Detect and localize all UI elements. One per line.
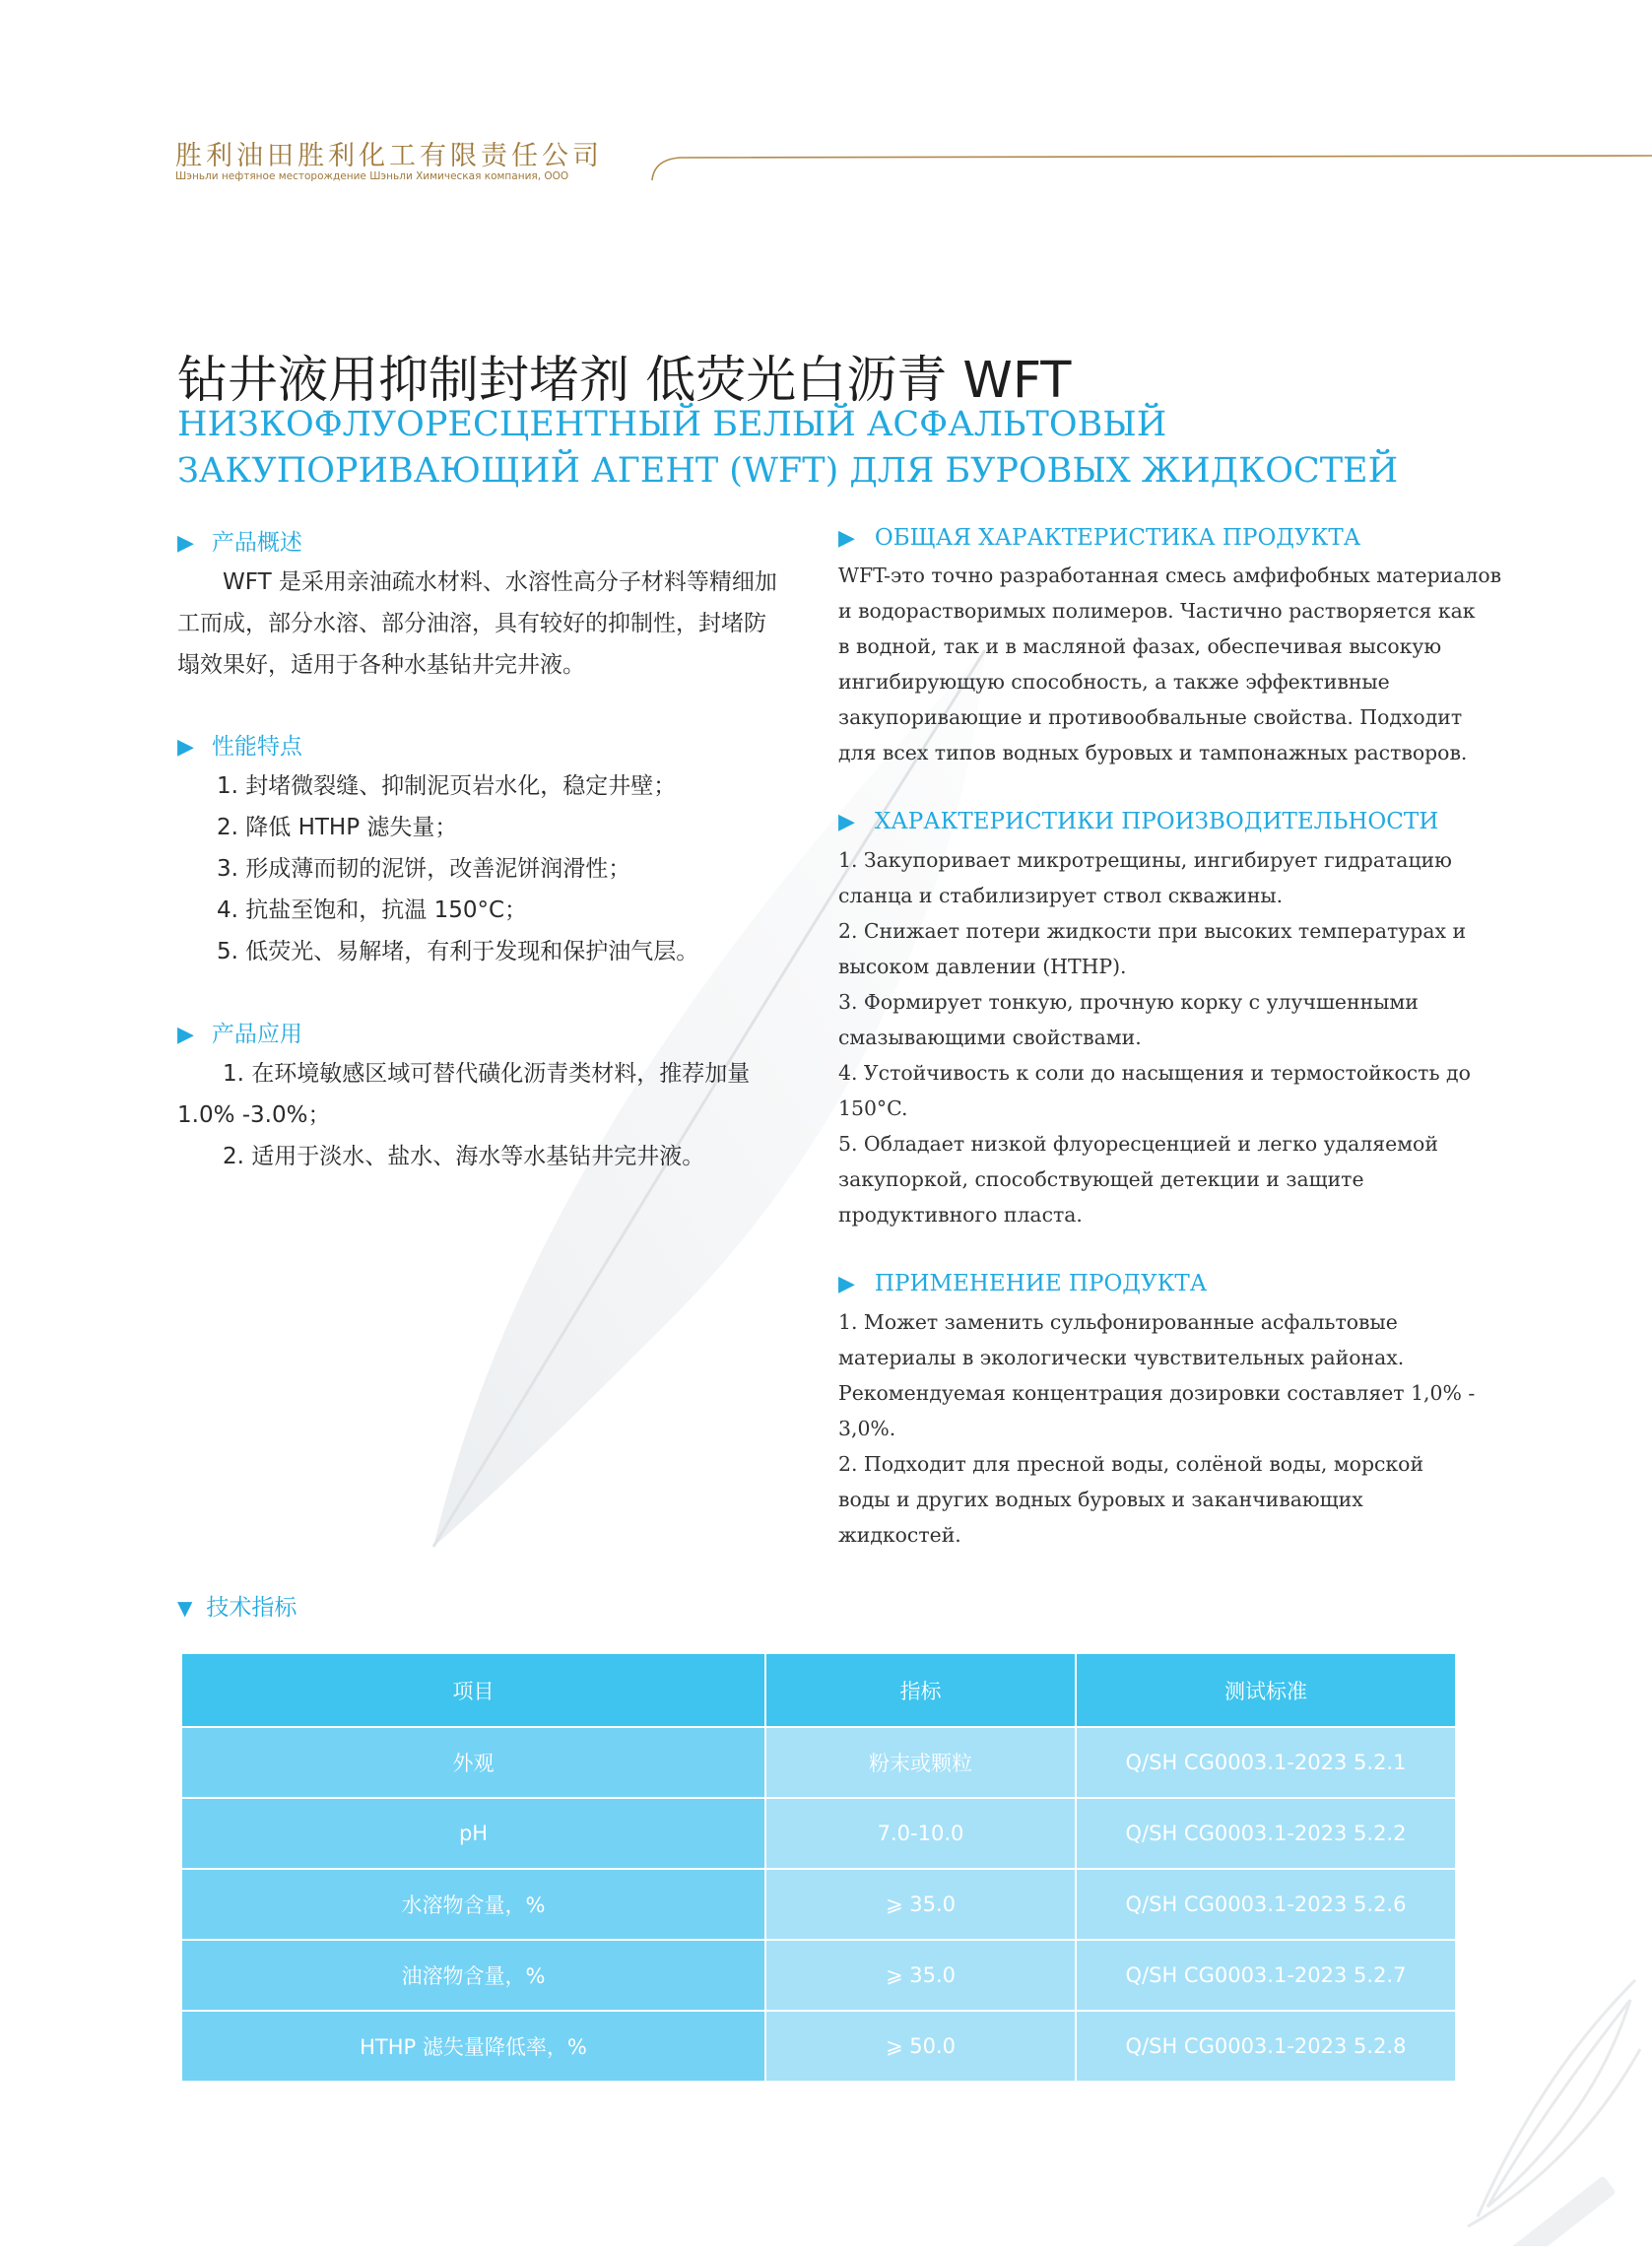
triangle-right-icon: ▶	[838, 526, 855, 551]
ru-overview-line: WFT-это точно разработанная смесь амфифобных материалов	[838, 564, 1502, 587]
cn-overview-line: WFT 是采用亲油疏水材料、水溶性高分子材料等精细加	[177, 569, 777, 595]
ru-overview-line: для всех типов водных буровых и тампонажных растворов.	[838, 741, 1468, 764]
cn-application-line: 1.0% -3.0%；	[177, 1102, 331, 1128]
column-header-value: 指标	[765, 1653, 1076, 1727]
ru-application-line: жидкостей.	[838, 1523, 961, 1547]
company-logo-watermark-icon	[1458, 1960, 1645, 2246]
ru-performance-line: 2. Снижает потери жидкости при высоких температурах и	[838, 919, 1467, 943]
cn-overview-line: 塌效果好，适用于各种水基钻井完井液。	[177, 652, 585, 678]
triangle-down-icon: ▼	[177, 1596, 193, 1620]
list-item: 2. 降低 HTHP 滤失量；	[217, 815, 458, 840]
ru-application-line: 1. Может заменить сульфонированные асфальтовые	[838, 1310, 1398, 1334]
triangle-right-icon: ▶	[177, 531, 194, 556]
triangle-right-icon: ▶	[177, 735, 194, 760]
ru-performance-line: 1. Закупоривает микротрещины, ингибирует гидратацию	[838, 848, 1452, 872]
cn-overview-body	[177, 562, 808, 686]
table-cell-item: pH	[181, 1798, 765, 1869]
table-cell-item: 油溶物含量，%	[181, 1940, 765, 2011]
cn-features-list	[217, 765, 827, 972]
cn-overview-line: 工而成，部分水溶、部分油溶，具有较好的抑制性，封堵防	[177, 611, 766, 636]
cn-application-heading	[177, 1016, 302, 1048]
cn-features-heading-text: 性能特点	[211, 734, 302, 760]
ru-performance-line: сланца и стабилизирует ствол скважины.	[838, 884, 1284, 907]
cn-features-heading	[177, 728, 302, 761]
table-cell-item: 水溶物含量，%	[181, 1869, 765, 1940]
specs-heading-text: 技术指标	[206, 1595, 297, 1621]
ru-performance-body	[838, 842, 1652, 1232]
table-cell-standard: Q/SH CG0003.1-2023 5.2.7	[1076, 1940, 1456, 2011]
ru-application-line: Рекомендуемая концентрация дозировки составляет 1,0% -	[838, 1381, 1476, 1405]
cn-overview-heading	[177, 524, 302, 557]
table-cell-standard: Q/SH CG0003.1-2023 5.2.1	[1076, 1727, 1456, 1798]
ru-performance-heading	[838, 809, 1438, 834]
table-cell-item: HTHP 滤失量降低率，%	[181, 2011, 765, 2082]
ru-performance-line: смазывающими свойствами.	[838, 1026, 1142, 1049]
ru-performance-line: 150°C.	[838, 1096, 908, 1120]
cn-application-heading-text: 产品应用	[211, 1022, 302, 1047]
column-header-item: 项目	[181, 1653, 765, 1727]
table-cell-standard: Q/SH CG0003.1-2023 5.2.2	[1076, 1798, 1456, 1869]
cn-overview-heading-text: 产品概述	[211, 530, 302, 556]
ru-application-body	[838, 1304, 1652, 1553]
table-row	[181, 1798, 1456, 1869]
triangle-right-icon: ▶	[838, 1272, 855, 1296]
ru-overview-line: закупоривающие и противообвальные свойства. Подходит	[838, 705, 1463, 729]
page-title-ru	[177, 402, 1398, 495]
header-divider-line	[0, 0, 1652, 197]
ru-performance-line: высоком давлении (HTHP).	[838, 955, 1127, 978]
ru-overview-heading	[838, 525, 1360, 551]
table-cell-value: ⩾ 50.0	[765, 2011, 1076, 2082]
ru-application-line: 3,0%.	[838, 1417, 896, 1440]
table-cell-standard: Q/SH CG0003.1-2023 5.2.6	[1076, 1869, 1456, 1940]
table-cell-value: 粉末或颗粒	[765, 1727, 1076, 1798]
table-cell-standard: Q/SH CG0003.1-2023 5.2.8	[1076, 2011, 1456, 2082]
ru-application-heading	[838, 1271, 1207, 1296]
ru-performance-line: 3. Формирует тонкую, прочную корку с улучшенными	[838, 990, 1419, 1014]
list-item: 4. 抗盐至饱和，抗温 150°C；	[217, 897, 528, 923]
column-header-standard: 测试标准	[1076, 1653, 1456, 1727]
page-title-ru-line1: НИЗКОФЛУОРЕСЦЕНТНЫЙ БЕЛЫЙ АСФАЛЬТОВЫЙ	[177, 405, 1167, 444]
specs-heading	[177, 1589, 297, 1622]
table-cell-value: ⩾ 35.0	[765, 1940, 1076, 2011]
ru-application-line: 2. Подходит для пресной воды, солёной воды, морской	[838, 1452, 1424, 1476]
company-name-ru: Шэньли нефтяное месторождение Шэньли Химическая компания, ООО	[175, 170, 569, 182]
ru-application-line: воды и других водных буровых и заканчивающих	[838, 1488, 1363, 1511]
ru-overview-body	[838, 558, 1652, 770]
triangle-right-icon: ▶	[838, 810, 855, 834]
company-name-cn: 胜利油田胜利化工有限责任公司	[175, 141, 603, 171]
ru-application-heading-text: ПРИМЕНЕНИЕ ПРОДУКТА	[874, 1271, 1208, 1296]
page-title-cn: 钻井液用抑制封堵剂 低荧光白沥青 WFT	[177, 352, 1072, 410]
cn-application-line: 1. 在环境敏感区域可替代磺化沥青类材料，推荐加量	[177, 1061, 751, 1087]
triangle-right-icon: ▶	[177, 1023, 194, 1047]
list-item: 5. 低荧光、易解堵，有利于发现和保护油气层。	[217, 939, 699, 964]
ru-overview-heading-text: ОБЩАЯ ХАРАКТЕРИСТИКА ПРОДУКТА	[874, 525, 1361, 551]
table-cell-value: 7.0-10.0	[765, 1798, 1076, 1869]
ru-application-line: материалы в экологически чувствительных районах.	[838, 1346, 1405, 1369]
page-title-ru-line2: ЗАКУПОРИВАЮЩИЙ АГЕНТ (WFT) ДЛЯ БУРОВЫХ ЖИДКОСТЕЙ	[177, 451, 1399, 491]
ru-performance-heading-text: ХАРАКТЕРИСТИКИ ПРОИЗВОДИТЕЛЬНОСТИ	[874, 809, 1439, 834]
table-cell-item: 外观	[181, 1727, 765, 1798]
ru-performance-line: продуктивного пласта.	[838, 1203, 1083, 1227]
cn-application-line: 2. 适用于淡水、盐水、海水等水基钻井完井液。	[177, 1144, 705, 1169]
ru-performance-line: 5. Обладает низкой флуоресценцией и легко удаляемой	[838, 1132, 1438, 1156]
list-item: 1. 封堵微裂缝、抑制泥页岩水化，稳定井壁；	[217, 773, 677, 799]
table-cell-value: ⩾ 35.0	[765, 1869, 1076, 1940]
ru-overview-line: и водорастворимых полимеров. Частично растворяется как	[838, 599, 1476, 623]
specs-table	[180, 1652, 1457, 2083]
cn-application-body	[177, 1053, 808, 1177]
ru-performance-line: закупоркой, способствующей детекции и защите	[838, 1167, 1364, 1191]
ru-overview-line: ингибирующую способность, а также эффективные	[838, 670, 1390, 694]
table-row	[181, 1940, 1456, 2011]
ru-performance-line: 4. Устойчивость к соли до насыщения и термостойкость до	[838, 1061, 1471, 1085]
table-row	[181, 1869, 1456, 1940]
ru-overview-line: в водной, так и в масляной фазах, обеспечивая высокую	[838, 634, 1442, 658]
list-item: 3. 形成薄而韧的泥饼，改善泥饼润滑性；	[217, 856, 631, 882]
table-row	[181, 1727, 1456, 1798]
table-row	[181, 2011, 1456, 2082]
table-header-row	[181, 1653, 1456, 1727]
